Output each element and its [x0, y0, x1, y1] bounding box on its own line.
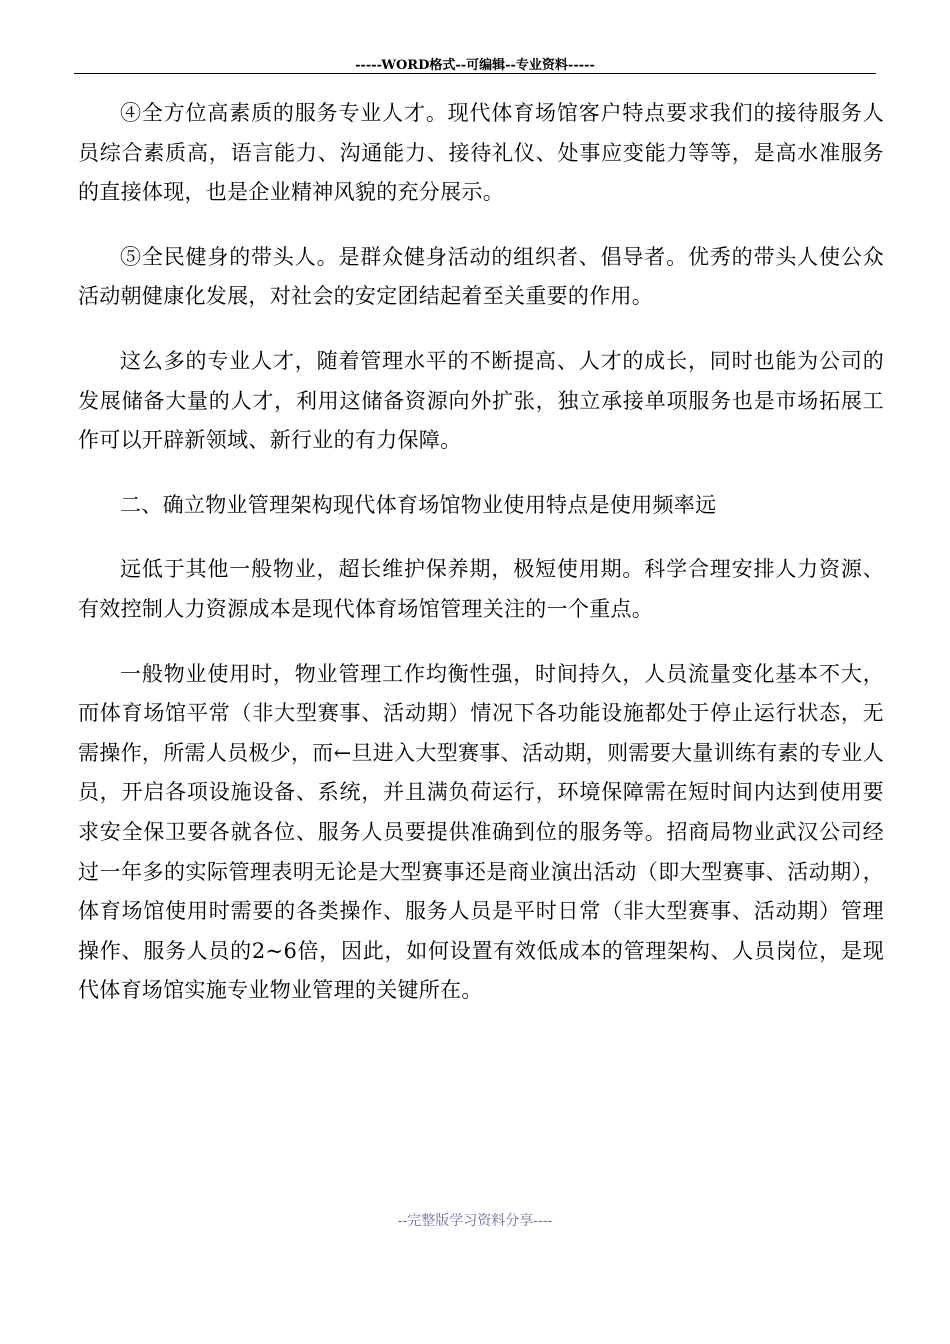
- header-rule: [74, 73, 876, 74]
- page-footer: --完整版学习资料分享----: [397, 1213, 553, 1229]
- document-body: [78, 94, 884, 1036]
- paragraph-fitness-leader: ⑤全民健身的带头人。是群众健身活动的组织者、倡导者。优秀的带头人使公众活动朝健康化发展，对社会的安定团结起着至关重要的作用。: [78, 244, 884, 309]
- section-heading-management-structure: 二、确立物业管理架构现代体育场馆物业使用特点是使用频率远: [120, 492, 717, 517]
- page-header: -----WORD格式--可编辑--专业资料-----: [355, 58, 595, 73]
- paragraph-talent-service: ④全方位高素质的服务专业人才。现代体育场馆客户特点要求我们的接待服务人员综合素质高，语言能力、沟通能力、接待礼仪、处事应变能力等等，是高水准服务的直接体现，也是企业精神风貌的充分展示。: [78, 101, 884, 205]
- paragraph-staffing-analysis: 一般物业使用时，物业管理工作均衡性强，时间持久，人员流量变化基本不大，而体育场馆平常（非大型赛事、活动期）情况下各功能设施都处于停止运行状态，无需操作，所需人员极少，而←旦进入大型赛事、活动期，则需要大量训练有素的专业人员，开启各项设施设备、系统，并且满负荷运行，环境保障需在短时间内达到使用要求安全保卫要各就各位、服务人员要提供准确到位的服务等。招商局物业武汉公司经过一年多的实际管理表明无论是大型赛事还是商业演出活动（即大型赛事、活动期），体育场馆使用时需要的各类操作、服务人员是平时日常（非大型赛事、活动期）管理操作、服务人员的2~6倍，因此，如何设置有效低成本的管理架构、人员岗位，是现代体育场馆实施专业物业管理的关键所在。: [78, 661, 884, 1003]
- paragraph-usage-frequency: 远低于其他一般物业，超长维护保养期，极短使用期。科学合理安排人力资源、有效控制人力资源成本是现代体育场馆管理关注的一个重点。: [78, 557, 884, 621]
- paragraph-talent-reserve: 这么多的专业人才，随着管理水平的不断提高、人才的成长，同时也能为公司的发展储备大量的人才，利用这储备资源向外扩张，独立承接单项服务也是市场拓展工作可以开辟新领域、新行业的有力保障。: [78, 348, 884, 453]
